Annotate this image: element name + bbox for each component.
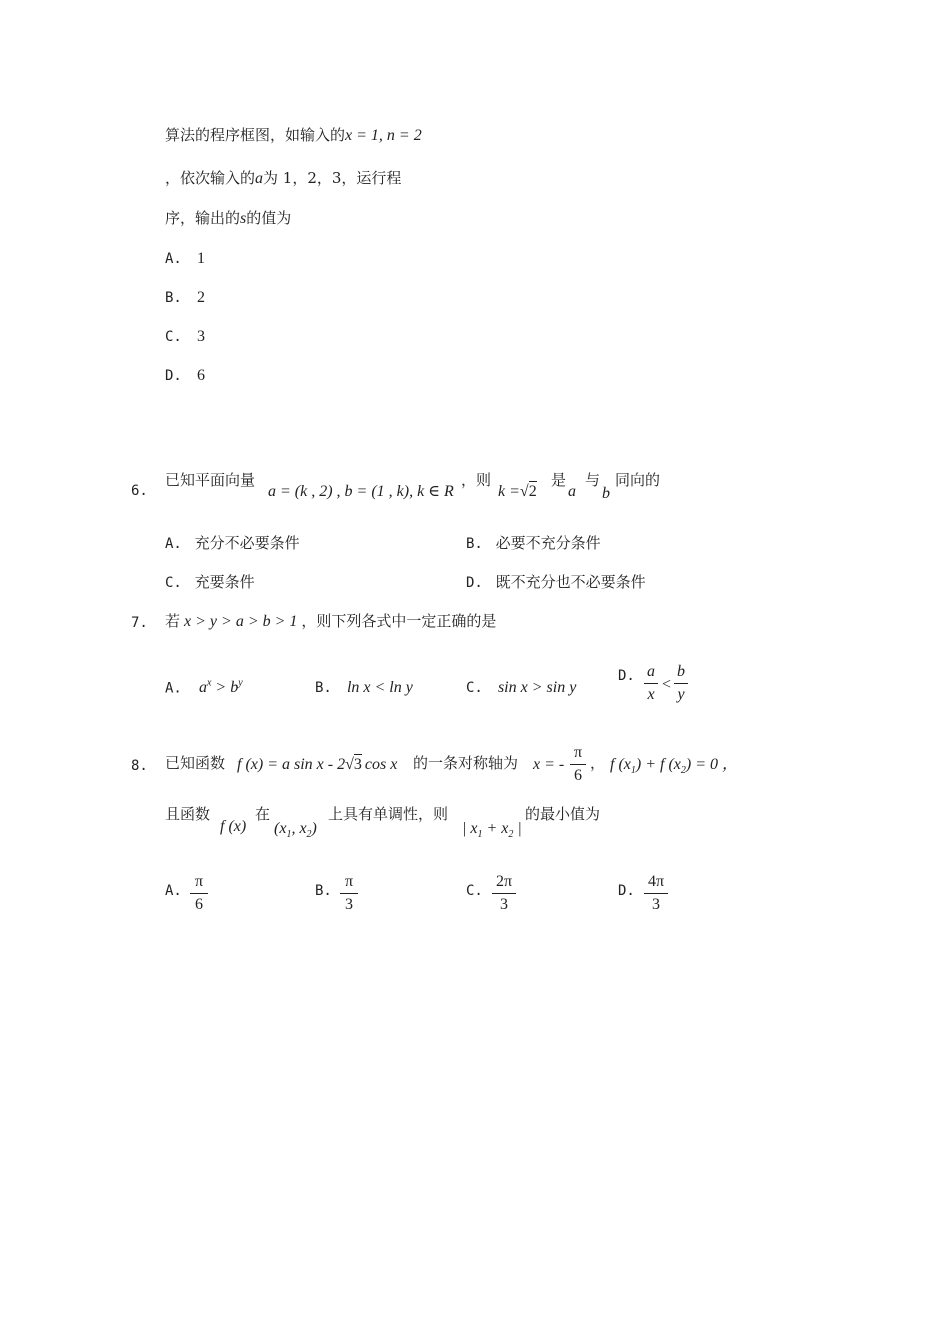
- q8-line2-prefix: 且函数: [165, 805, 211, 823]
- q5-line2-prefix: ，依次输入的: [165, 169, 256, 187]
- frac-num: π: [194, 873, 204, 890]
- q8-function: [237, 757, 397, 773]
- q7-inequality: x > y > a > b > 1: [184, 613, 298, 630]
- q8-prefix: 已知函数: [165, 754, 226, 772]
- q8-sum: [610, 757, 738, 776]
- q6-condition: [498, 484, 537, 500]
- frac-bar: [340, 893, 358, 894]
- q8-mid: 的一条对称轴为: [413, 754, 519, 772]
- exp-x: x: [206, 678, 212, 689]
- frac-den: 6: [195, 896, 203, 913]
- q6-var-a: a: [568, 483, 576, 500]
- q8-option-b-frac: [340, 874, 358, 913]
- q8-option-c-frac: [492, 874, 516, 913]
- option-value: 1: [196, 250, 205, 267]
- q6-vectors: a = (k , 2) , b = (1 , k), k ∈ R: [268, 483, 454, 500]
- option-math: ln x < ln y: [346, 679, 413, 696]
- frac-num: π: [344, 873, 354, 890]
- frac-bar: [644, 683, 658, 684]
- q5-line3-prefix: 序，输出的: [165, 209, 241, 227]
- frac-num: π: [573, 744, 583, 761]
- frac-bar: [644, 893, 668, 894]
- q5-option-b[interactable]: [165, 289, 205, 306]
- q6-mid: ，则: [461, 471, 492, 489]
- frac-den: x: [647, 686, 655, 703]
- option-label: B.: [165, 290, 182, 306]
- q8-option-c-label[interactable]: C.: [466, 883, 483, 899]
- q6-option-c[interactable]: [165, 575, 255, 590]
- option-label: B.: [466, 536, 483, 552]
- q8-sum-end: ) = 0 ，: [685, 756, 739, 773]
- q6-option-d[interactable]: [466, 575, 646, 590]
- sqrt-sign: √: [345, 756, 354, 773]
- q7-prefix: 若: [165, 612, 181, 630]
- frac-num: 4π: [647, 873, 665, 890]
- frac-den: 3: [345, 896, 353, 913]
- q8-option-a-frac: [190, 874, 208, 913]
- q8-line2-suffix: 的最小值为: [525, 805, 601, 823]
- q8-abs: [462, 821, 522, 840]
- abs-r: |: [513, 820, 522, 837]
- sub-1: 1: [630, 765, 636, 777]
- frac-bar: [570, 764, 586, 765]
- option-label: A.: [165, 680, 182, 697]
- interval-l: (x: [274, 820, 287, 837]
- sub-2: 2: [680, 765, 686, 777]
- q8-axis-frac: [570, 745, 586, 784]
- q8-number: 8.: [131, 758, 148, 774]
- q8-zai: 在: [255, 805, 271, 823]
- q7-option-d-label[interactable]: D.: [618, 668, 635, 684]
- q6-shi: 是: [551, 471, 567, 489]
- abs-mid: + x: [482, 820, 509, 837]
- option-text: 充要条件: [194, 573, 255, 591]
- sub-2: 2: [508, 829, 514, 841]
- q8-interval: [274, 821, 317, 840]
- q8-sum-f1: f (x: [610, 756, 631, 773]
- q5-stem-line2: [165, 171, 401, 187]
- q8-axis-lhs: x = -: [533, 756, 565, 773]
- q8-option-d-label[interactable]: D.: [618, 883, 635, 899]
- interval-mid: , x: [291, 820, 307, 837]
- option-label: B.: [315, 680, 332, 696]
- abs-l: | x: [462, 820, 478, 837]
- q5-line2-suffix: 为 1，2，3，运行程: [263, 169, 402, 187]
- q6-var-b: b: [602, 485, 610, 502]
- rel-b: > b: [211, 679, 239, 697]
- option-value: 3: [196, 328, 205, 345]
- frac-bar: [674, 683, 688, 684]
- q6-sqrt-arg: 2: [528, 483, 537, 500]
- q8-comma: ，: [590, 754, 606, 772]
- frac-den: 6: [574, 767, 582, 784]
- q5-stem-line1: [165, 128, 422, 144]
- sqrt-sign: √: [519, 483, 529, 500]
- q8-cos: cos x: [364, 756, 398, 773]
- q8-sqrt-arg: 3: [353, 756, 362, 773]
- q6-option-b[interactable]: [466, 536, 601, 551]
- q5-option-c[interactable]: [165, 328, 205, 345]
- q7-number: 7.: [131, 615, 148, 631]
- option-label: D.: [165, 368, 182, 384]
- option-label: D.: [466, 575, 483, 591]
- q6-cond-k: k =: [498, 483, 520, 500]
- frac-num: a: [647, 663, 655, 680]
- sub-1: 1: [477, 829, 483, 841]
- option-text: 充分不必要条件: [194, 534, 300, 552]
- q5-line3-suffix: 的值为: [246, 209, 292, 227]
- q8-line2-mid: 上具有单调性，则: [328, 805, 449, 823]
- q5-var-s: s: [240, 210, 247, 227]
- q6-number: 6.: [131, 483, 148, 499]
- frac-den: 3: [500, 896, 508, 913]
- q6-prefix: 已知平面向量: [165, 471, 256, 489]
- option-label: C.: [165, 329, 182, 345]
- option-label: A.: [165, 536, 182, 552]
- sub-2: 2: [306, 829, 312, 841]
- option-label: C.: [165, 575, 182, 591]
- frac-num: b: [677, 663, 685, 680]
- option-value: 2: [196, 289, 205, 306]
- q7-option-a[interactable]: [165, 679, 243, 696]
- interval-r: ): [311, 820, 317, 837]
- sub-1: 1: [286, 829, 292, 841]
- frac-den: y: [677, 686, 685, 703]
- q6-yu: 与: [585, 471, 601, 489]
- option-math: [199, 679, 243, 696]
- q7-option-d-frac1: [644, 664, 658, 703]
- q5-stem-text: 算法的程序框图，如输入的: [165, 126, 346, 144]
- frac-num: 2π: [495, 873, 513, 890]
- option-label: A.: [165, 251, 182, 267]
- q7-option-d-frac2: [674, 664, 688, 703]
- q8-option-b-label[interactable]: B.: [315, 883, 332, 899]
- q8-func-part: f (x) = a sin x - 2: [237, 756, 346, 773]
- q5-option-d[interactable]: [165, 367, 205, 384]
- option-math: sin x > sin y: [497, 679, 577, 696]
- q5-option-a[interactable]: [165, 250, 205, 267]
- q6-suffix: 同向的: [615, 471, 661, 489]
- q8-option-d-frac: [644, 874, 668, 913]
- q5-input-values: x = 1, n = 2: [345, 127, 422, 144]
- option-text: 既不充分也不必要条件: [495, 573, 646, 591]
- option-text: 必要不充分条件: [495, 534, 601, 552]
- q5-var-a: a: [255, 170, 264, 187]
- q8-line2-func: f (x): [220, 818, 247, 835]
- q7-suffix: ，则下列各式中一定正确的是: [301, 612, 497, 630]
- q7-option-c[interactable]: [466, 679, 576, 696]
- q7-option-d-rel: <: [662, 676, 672, 693]
- frac-bar: [492, 893, 516, 894]
- q5-stem-line3: [165, 211, 291, 227]
- option-label: C.: [466, 680, 483, 696]
- q6-option-a[interactable]: [165, 536, 300, 551]
- frac-den: 3: [652, 896, 660, 913]
- q8-option-a-label[interactable]: A.: [165, 883, 182, 899]
- frac-bar: [190, 893, 208, 894]
- exp-y: y: [238, 678, 243, 689]
- option-value: 6: [196, 367, 205, 384]
- base-a: a: [198, 679, 207, 697]
- q8-sum-mid: ) + f (x: [635, 756, 681, 773]
- q7-stem: [165, 614, 496, 630]
- q7-option-b[interactable]: [315, 679, 413, 696]
